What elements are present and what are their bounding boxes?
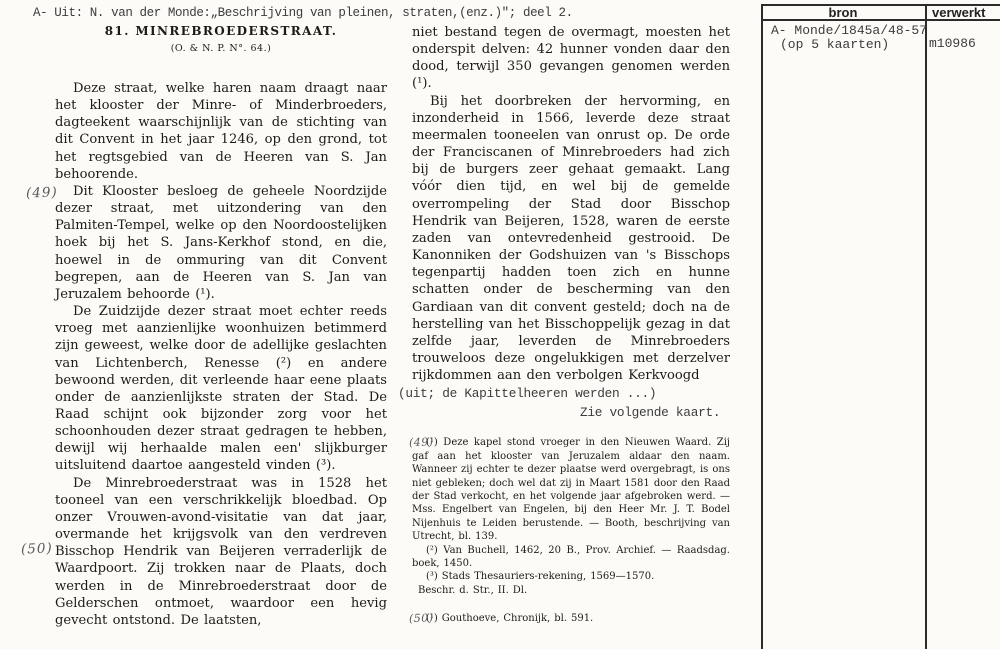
footnote	[412, 570, 730, 583]
footnotes-block	[408, 435, 730, 626]
bron-value-line2: (op 5 kaarten)	[780, 37, 890, 52]
right-column-body	[412, 93, 730, 385]
left-column-body	[55, 80, 387, 629]
paragraph: Bij het doorbreken der hervorming, en inzonderheid in 1566, leverde deze straat meermalen tooneelen van onrust op. De orde der Franciscanen of Minrebroeders had zich bij de burgers zeer gehaat gemaakt. Lang vóór dien tijd, en wel bij de gemelde overrompeling der Stad door Bisschop Hendrik van Beijeren, 1528, waren de eerste zaden van ontevredenheid gestrooid. De Kanonniken der Godshuizen van 's Bisschops tegenpartij hadden toen zich en hunne schatten onder de bescherming van den Gardiaan van dit convent gesteld; doch na de herstelling van het Bisschoppelijk gezag in dat zelfde jaar, leverden de Minrebroeders trouweloos deze ongelukkigen met derzelver rijkdommen aan den verbolgen Kerkvoogd	[412, 93, 730, 384]
column-header-verwerkt: verwerkt	[932, 5, 986, 20]
verwerkt-value: m10986	[929, 36, 976, 51]
footnote-text: (³) Stads Thesauriers-rekening, 1569—1570.	[426, 571, 655, 583]
footnote-text: (¹) Deze kapel stond vroeger in den Nieuwen Waard. Zij gaf aan het klooster van Jeruzalem aldaar den naam. Wanneer zij echter te dezer plaatse werd overgebragt, is ons niet gebleken; doch wel dat zij in Maart 1581 door den Raad der Stad verkocht, en het volgende jaar afgebroken werd. — Mss. Engelbert van Engelen, bij den Heer Mr. J. T. Bodel Nijenhuis te Leiden berustende. — Booth, beschrijving van Utrecht, bl. 139.	[412, 437, 730, 543]
column-header-bron: bron	[828, 5, 858, 20]
table-left-border	[761, 4, 763, 649]
article-title: 81. MINREBROEDERSTRAAT.	[104, 24, 338, 38]
left-text-column	[55, 24, 387, 629]
source-citation: A- Uit: N. van der Monde:„Beschrijving van pleinen, straten,(enz.)"; deel 2.	[33, 6, 573, 20]
footnote	[412, 584, 730, 597]
footnote-text: (²) Van Buchell, 1462, 20 B., Prov. Archief. — Raadsdag. boek, 1450.	[412, 544, 730, 569]
margin-annotation-49: (49)	[25, 184, 58, 202]
footnote	[408, 435, 730, 543]
paragraph: Deze straat, welke haren naam draagt naar het klooster der Minre- of Minderbroeders, dagteekent waarschijnlijk van de stichting van dit Convent in het jaar 1246, op den grond, tot het regtsgebied van de Heeren van S. Jan behoorende.	[55, 81, 387, 182]
footnote-text: (¹) Gouthoeve, Chronijk, bl. 591.	[426, 613, 594, 625]
margin-annotation-50: (50)	[20, 540, 53, 558]
footnote-margin-annotation: (49)	[408, 435, 434, 450]
article-subtitle: (O. & N. P. N°. 64.)	[170, 43, 272, 54]
right-text-column	[398, 24, 730, 626]
bron-value-line1: A- Monde/1845a/48-57	[771, 23, 928, 38]
paragraph-continuation: niet bestand tegen de overmagt, moesten het onderspit delven: 42 hunner vonden daar den dood, terwijl 350 gevangen genomen werden (¹).	[412, 25, 730, 92]
paragraph: De Zuidzijde dezer straat moet echter reeds vroeg met aanzienlijke woonhuizen betimmerd zijn geweest, welke door de adellijke geslachten van Lichtenberch, Renesse (²) en andere bewoond werden, dit verleende haar eene plaats onder de aanzienlijkste straten der Stad. De Raad schijnt ook bijzonder zorg voor het schoonhouden dezer straat gedragen te hebben, dewijl wij herhaalde malen een' slijkburger uitsluitend daartoe aangesteld vinden (³).	[55, 304, 387, 474]
typewriter-note: (uit; de Kapittelheeren werden ...)	[398, 386, 657, 402]
paragraph: De Minrebroederstraat was in 1528 het tooneel van een verschrikkelijk bloedbad. Op onzer Vrouwen-avond-visitatie van dat jaar, overmande het krijgsvolk van den verdreven Bisschop Hendrik van Beijeren verraderlijk de Waardpoort. Zij trokken naar de Plaats, doch werden in de Minrebroederstraat door de Gelderschen ontmoet, waardoor een hevig gevecht ontstond. De laatsten,	[55, 475, 387, 628]
table-column-divider	[925, 4, 927, 649]
typewriter-next-card-reference: Zie volgende kaart.	[580, 405, 721, 421]
footnote	[408, 611, 730, 626]
footnote-margin-annotation: (50)	[408, 611, 434, 626]
paragraph: Dit Klooster besloeg de geheele Noordzijde dezer straat, met uitzondering van den Palmiten-Tempel, welke op den Noordoostelijken hoek bij het S. Jans-Kerkhof stond, en die, hoewel in de ommuring van dit Convent begrepen, aan de Heeren van S. Jan van Jeruzalem behoorde (¹).	[55, 183, 387, 302]
footnote-text: Beschr. d. Str., II. Dl.	[418, 584, 528, 596]
footnote	[412, 544, 730, 571]
